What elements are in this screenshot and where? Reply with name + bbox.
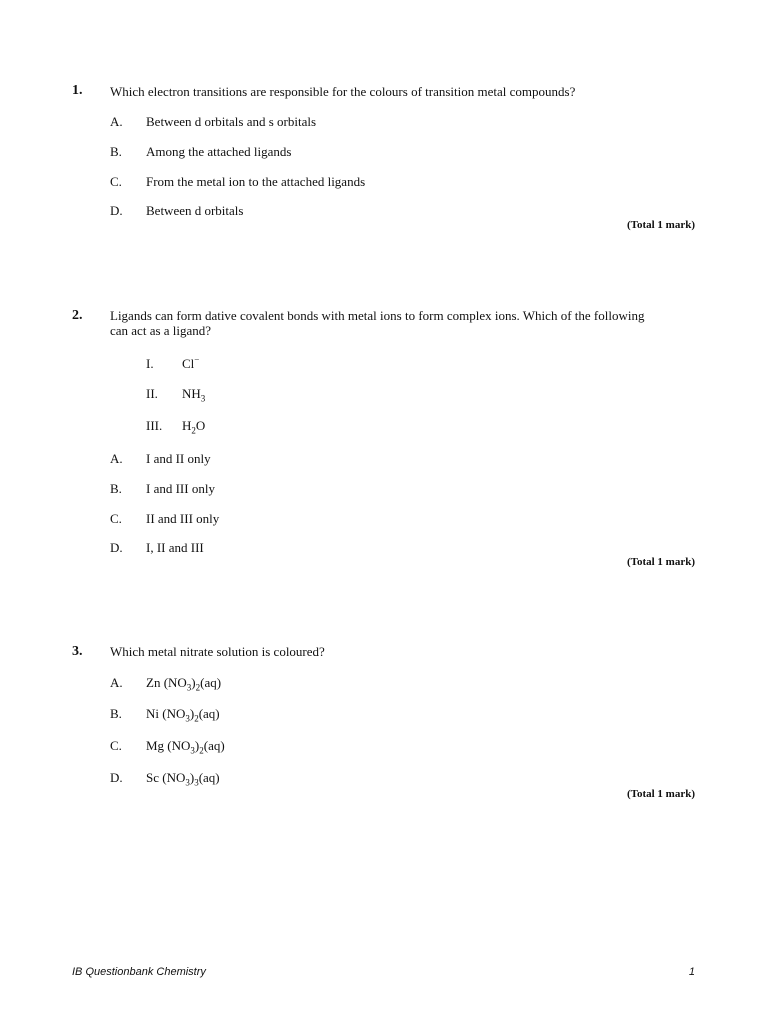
statement-numeral: III. <box>146 418 163 433</box>
page-number: 1 <box>688 966 695 978</box>
option-formula: Sc $(NO_3)_3(aq)$ <box>146 770 220 788</box>
option-text: II and III only <box>146 511 220 526</box>
statement-numeral: II. <box>146 386 158 401</box>
statement-formula: $NH_3$ <box>182 386 206 404</box>
option-formula: Ni $(NO_3)_2(aq)$ <box>146 706 220 724</box>
question-number: 2. <box>72 308 83 323</box>
total-marks: (Total 1 mark) <box>626 219 695 231</box>
option-text: I and II only <box>146 451 211 466</box>
option-text: Among the attached ligands <box>146 144 292 159</box>
option-letter: A. <box>110 675 123 690</box>
option-letter: B. <box>110 144 122 159</box>
statement-formula: $H_2O$ <box>182 418 206 436</box>
question-stem: Ligands can form dative covalent bonds with metal ions to form complex ions. Which of the following can act as a ligand? <box>110 308 645 338</box>
option-letter: B. <box>110 706 122 721</box>
option-letter: A. <box>110 114 123 129</box>
option-text: Between d orbitals <box>146 203 244 218</box>
option-letter: C. <box>110 738 122 753</box>
question-number: 1. <box>72 83 83 98</box>
total-marks: (Total 1 mark) <box>626 788 695 800</box>
question-stem: Which electron transitions are responsible for the colours of transition metal compounds? <box>110 84 576 99</box>
option-text: From the metal ion to the attached ligands <box>146 174 366 189</box>
option-text: I and III only <box>146 481 215 496</box>
total-marks: (Total 1 mark) <box>626 556 695 568</box>
option-letter: C. <box>110 511 122 526</box>
option-letter: A. <box>110 451 123 466</box>
option-letter: D. <box>110 770 123 785</box>
option-letter: D. <box>110 540 123 555</box>
option-letter: D. <box>110 203 123 218</box>
footer-title: IB Questionbank Chemistry <box>72 966 206 978</box>
option-formula: Mg $(NO_3)_2(aq)$ <box>146 738 225 756</box>
option-letter: B. <box>110 481 122 496</box>
option-text: Between d orbitals and s orbitals <box>146 114 317 129</box>
question-stem: Which metal nitrate solution is coloured? <box>110 644 325 659</box>
statement-formula: Cl− <box>182 354 200 371</box>
option-text: I, II and III <box>146 540 204 555</box>
option-letter: C. <box>110 174 122 189</box>
question-number: 3. <box>72 644 83 659</box>
option-formula: Zn $(NO_3)_2(aq)$ <box>146 675 222 693</box>
statement-numeral: I. <box>146 356 154 371</box>
